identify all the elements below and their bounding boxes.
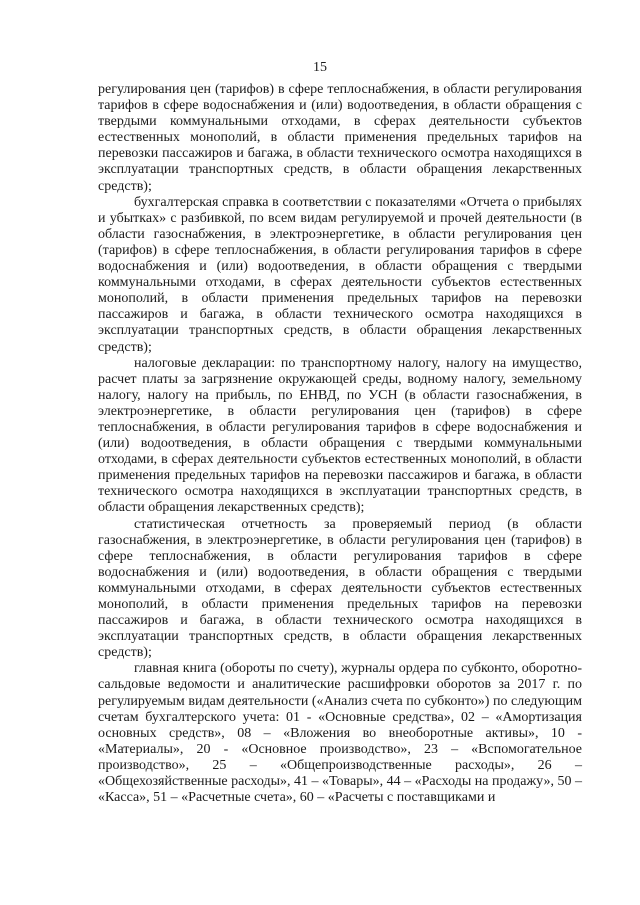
paragraph-accounting-certificate: бухгалтерская справка в соответствии с показателями «Отчета о прибылях и убытках» с разбивкой, по всем видам регулируемой и прочей деятельности (в области газоснабжения, в электроэнергетике, в области регулирования цен (тарифов) в сфере теплоснабжения, в области регулирования тарифов в сфере водоснабжения и (или) водоотведения, в области обращения с твердыми коммунальными отходами, в сферах деятельности субъектов естественных монополий, в области применения предельных тарифов на перевозки пассажиров и багажа, в области технического осмотра находящихся в эксплуатации транспортных средств, в области обращения лекарственных средств); — [98, 194, 582, 355]
paragraph-general-ledger: главная книга (обороты по счету), журналы ордера по субконто, оборотно-сальдовые ведомости и аналитические расшифровки оборотов за 2017 г. по регулируемым видам деятельности («Анализ счета по субконто») по следующим счетам бухгалтерского учета: 01 - «Основные средства», 02 – «Амортизация основных средств», 08 – «Вложения во внеоборотные активы», 10 - «Материалы», 20 - «Основное производство», 23 – «Вспомогательное производство», 25 – «Общепроизводственные расходы», 26 – «Общехозяйственные расходы», 41 – «Товары», 44 – «Расходы на продажу», 50 – «Касса», 51 – «Расчетные счета», 60 – «Расчеты с поставщиками и — [98, 661, 582, 806]
paragraph-regulation-continuation: регулирования цен (тарифов) в сфере теплоснабжения, в области регулирования тарифов в сфере водоснабжения и (или) водоотведения, в области обращения с твердыми коммунальными отходами, в сферах деятельности субъектов естественных монополий, в области применения предельных тарифов на перевозки пассажиров и багажа, в области технического осмотра находящихся в эксплуатации транспортных средств, в области обращения лекарственных средств); — [98, 82, 582, 194]
page-number: 15 — [313, 60, 327, 75]
paragraph-tax-declarations: налоговые декларации: по транспортному налогу, налогу на имущество, расчет платы за загрязнение окружающей среды, водному налогу, земельному налогу, налогу на прибыль, по ЕНВД, по УСН (в области газоснабжения, в электроэнергетике, в области регулирования цен (тарифов) в сфере теплоснабжения, в области регулирования тарифов в сфере водоснабжения и (или) водоотведения, в области обращения с твердыми коммунальными отходами, в сферах деятельности субъектов естественных монополий, в области применения предельных тарифов на перевозки пассажиров и багажа, в области технического осмотра находящихся в эксплуатации транспортных средств, в области обращения лекарственных средств); — [98, 355, 582, 516]
document-body — [98, 82, 582, 806]
paragraph-statistical-reporting: статистическая отчетность за проверяемый период (в области газоснабжения, в электроэнергетике, в области регулирования цен (тарифов) в сфере теплоснабжения, в области регулирования тарифов в сфере водоснабжения и (или) водоотведения, в области обращения с твердыми коммунальными отходами, в сферах деятельности субъектов естественных монополий, в области применения предельных тарифов на перевозки пассажиров и багажа, в области технического осмотра находящихся в эксплуатации транспортных средств, в области обращения лекарственных средств); — [98, 516, 582, 661]
